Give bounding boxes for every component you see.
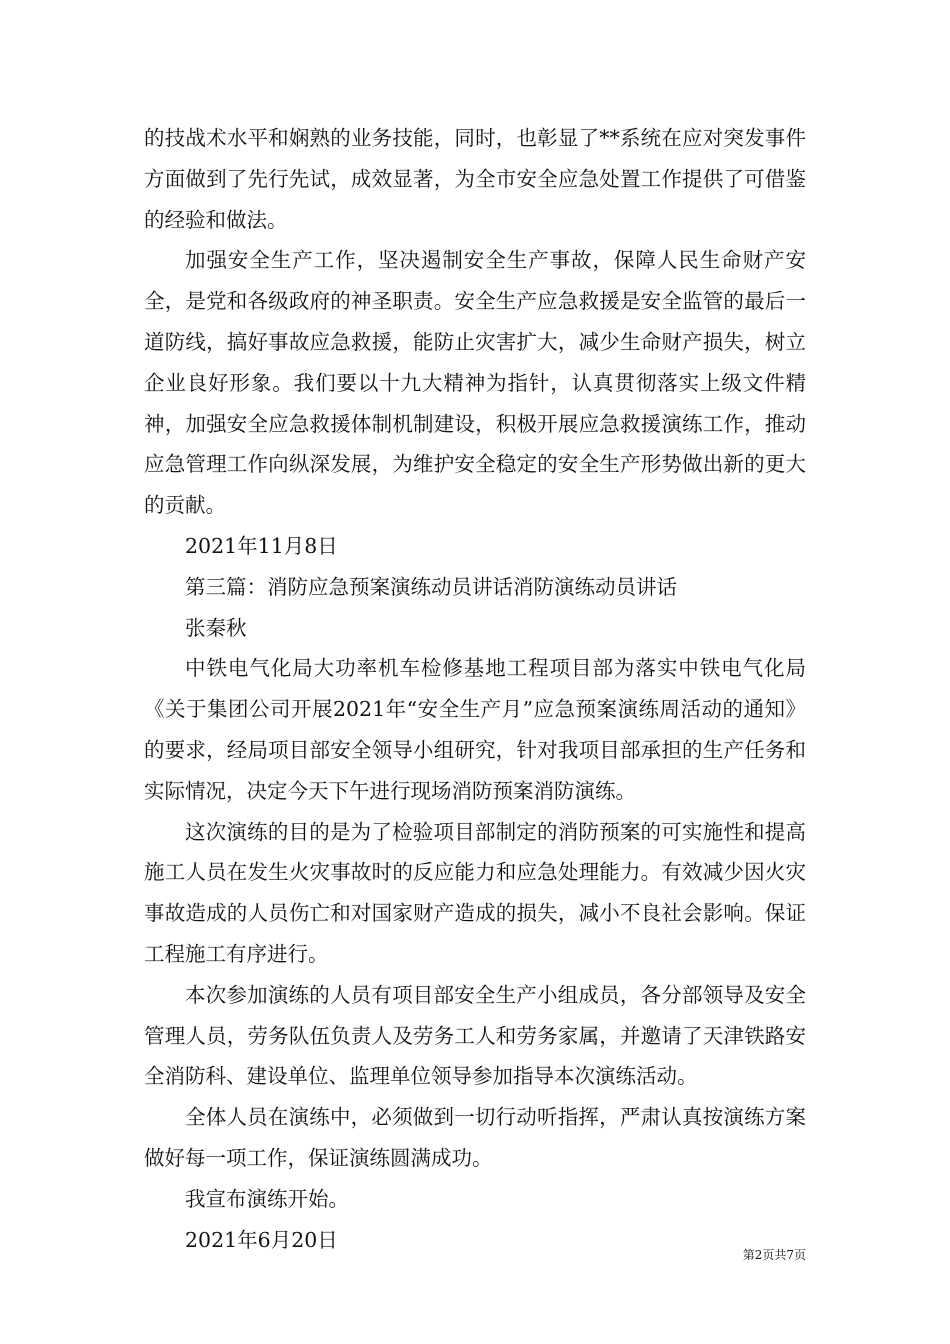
paragraph-safety-duty: 加强安全生产工作，坚决遏制安全生产事故，保障人民生命财产安全，是党和各级政府的神圣职责。安全生产应急救援是安全监管的最后一道防线，搞好事故应急救援，能防止灾害扩大，减少生命财产损失，树立企业良好形象。我们要以十九大精神为指针，认真贯彻落实上级文件精神，加强安全应急救援体制机制建设，积极开展应急救援演练工作，推动应急管理工作向纵深发展，为维护安全稳定的安全生产形势做出新的更大的贡献。 bbox=[144, 248, 806, 518]
paragraph-requirements: 全体人员在演练中，必须做到一切行动听指挥，严肃认真按演练方案做好每一项工作，保证演练圆满成功。 bbox=[144, 1105, 806, 1170]
paragraph-participants: 本次参加演练的人员有项目部安全生产小组成员，各分部领导及安全管理人员，劳务队伍负责人及劳务工人和劳务家属，并邀请了天津铁路安全消防科、建设单位、监理单位领导参加指导本次演练活动。 bbox=[144, 982, 806, 1089]
section-title-third: 第三篇：消防应急预案演练动员讲话消防演练动员讲话 bbox=[185, 574, 677, 599]
paragraph-continuation: 的技战术水平和娴熟的业务技能，同时，也彰显了**系统在应对突发事件方面做到了先行先试，成效显著，为全市安全应急处置工作提供了可借鉴的经验和做法。 bbox=[144, 126, 806, 232]
document-body bbox=[144, 118, 806, 1260]
date-line-first: 2021年11月8日 bbox=[185, 533, 338, 558]
paragraph-project-intro: 中铁电气化局大功率机车检修基地工程项目部为落实中铁电气化局《关于集团公司开展2021年“安全生产月”应急预案演练周活动的通知》的要求，经局项目部安全领导小组研究，针对我项目部承担的生产任务和实际情况，决定今天下午进行现场消防预案消防演练。 bbox=[144, 656, 806, 803]
date-line-second: 2021年6月20日 bbox=[185, 1227, 338, 1252]
author-name: 张秦秋 bbox=[185, 615, 247, 640]
paragraph-announcement: 我宣布演练开始。 bbox=[185, 1186, 349, 1211]
page-number-footer: 第2页共7页 bbox=[742, 1248, 806, 1262]
paragraph-drill-purpose: 这次演练的目的是为了检验项目部制定的消防预案的可实施性和提高施工人员在发生火灾事故时的反应能力和应急处理能力。有效减少因火灾事故造成的人员伤亡和对国家财产造成的损失，减小不良社会影响。保证工程施工有序进行。 bbox=[144, 819, 806, 966]
